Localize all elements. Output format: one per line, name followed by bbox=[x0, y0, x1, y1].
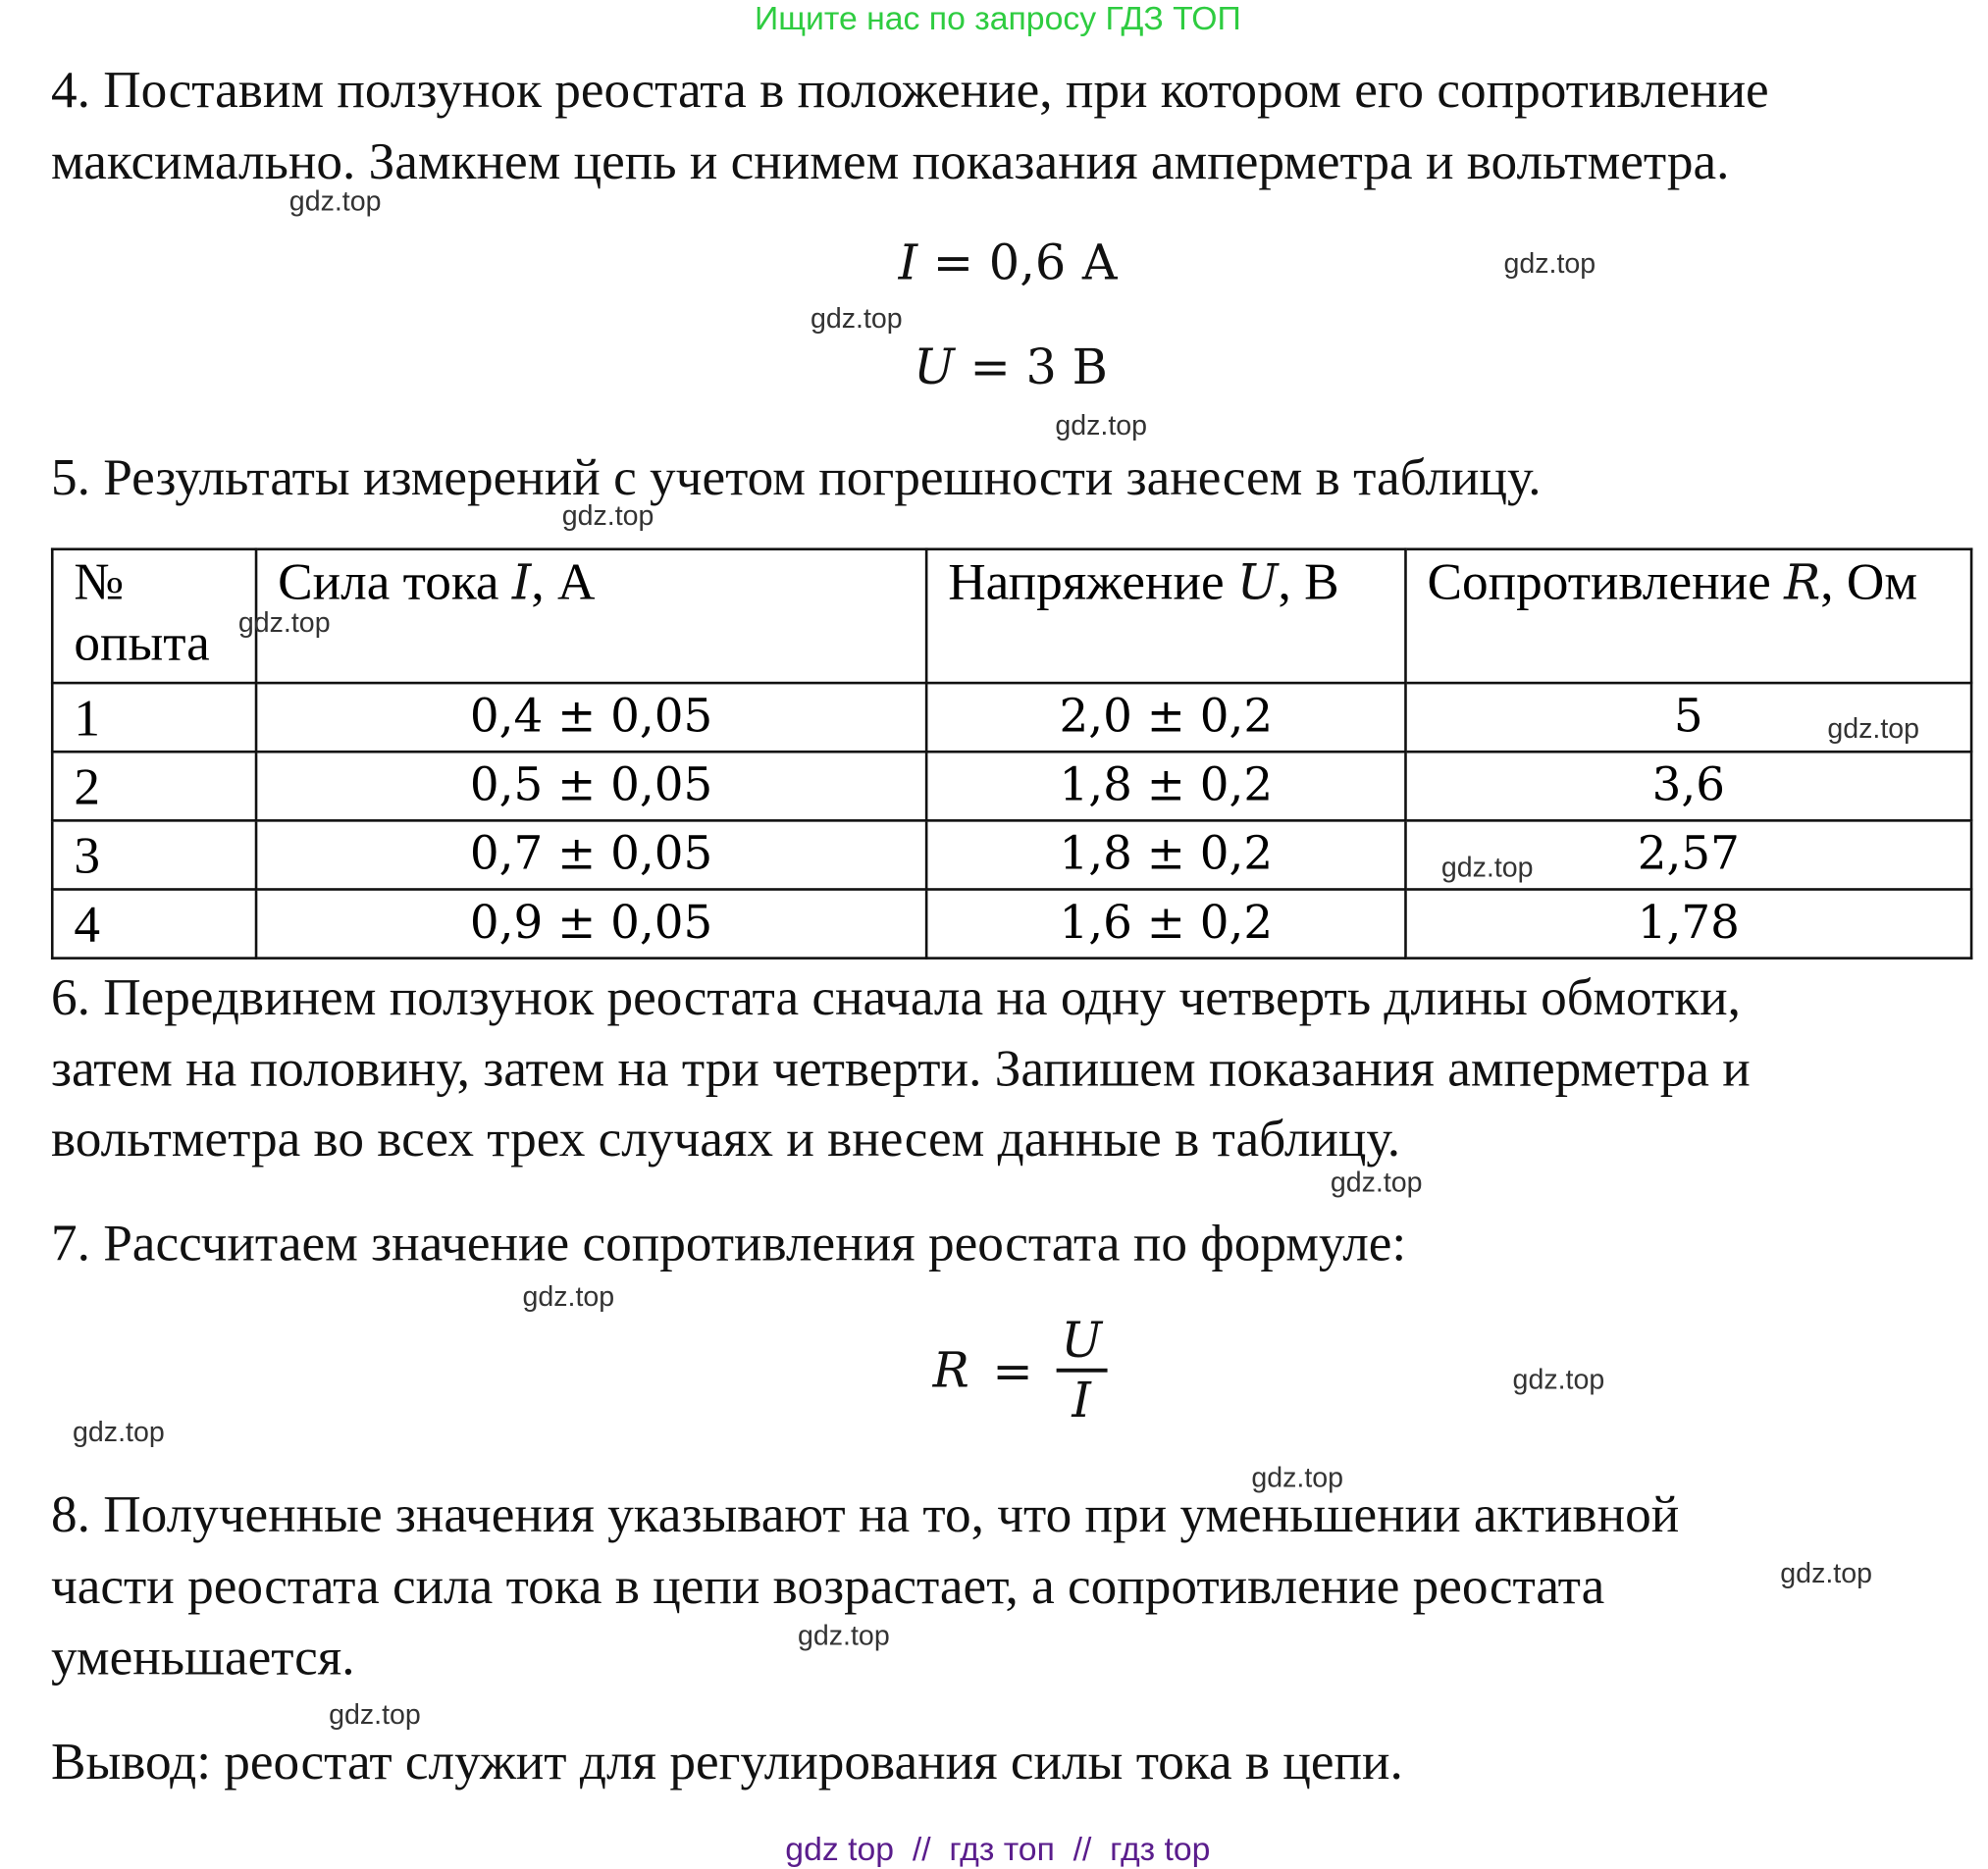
table-row bbox=[52, 752, 1971, 820]
fraction bbox=[1056, 1313, 1107, 1428]
watermark: gdz.top bbox=[522, 1280, 615, 1313]
header-unit: , В bbox=[1278, 551, 1339, 611]
watermark: gdz.top bbox=[1251, 1461, 1344, 1494]
watermark: gdz.top bbox=[73, 1415, 165, 1448]
cell-resistance: 2,57 bbox=[1405, 820, 1971, 889]
search-banner: Ищите нас по запросу ГДЗ ТОП bbox=[754, 0, 1241, 37]
para7: 7. Рассчитаем значение сопротивления реостата по формуле: bbox=[50, 1213, 1407, 1272]
cell-current: 0,5 ± 0,05 bbox=[256, 752, 926, 820]
watermark: gdz.top bbox=[1330, 1166, 1423, 1198]
header-text: Сила тока bbox=[278, 551, 512, 611]
watermark: gdz.top bbox=[1503, 246, 1596, 280]
header-var: I bbox=[511, 553, 532, 611]
value-U: = 3 В bbox=[954, 338, 1108, 395]
para6-line3: вольтметра во всех трех случаях и внесем данные в таблицу. bbox=[50, 1108, 1401, 1168]
header-resistance bbox=[1405, 549, 1971, 683]
watermark: gdz.top bbox=[237, 606, 331, 639]
para6-line2: затем на половину, затем на три четверти. Запишем показания амперметра и bbox=[50, 1038, 1751, 1098]
cell-number: 1 bbox=[52, 683, 256, 752]
cell-voltage: 2,0 ± 0,2 bbox=[926, 683, 1405, 752]
table-row bbox=[52, 683, 1971, 752]
watermark: gdz.top bbox=[1440, 851, 1534, 883]
cell-resistance: 5 bbox=[1405, 683, 1971, 752]
cell-number: 3 bbox=[52, 820, 256, 889]
header-unit: , Ом bbox=[1820, 551, 1918, 611]
formula-current bbox=[899, 234, 1119, 290]
watermark: gdz.top bbox=[1780, 1557, 1873, 1589]
denominator: I bbox=[1072, 1372, 1091, 1428]
results-table bbox=[51, 547, 1972, 959]
watermark: gdz.top bbox=[329, 1698, 421, 1731]
cell-current: 0,4 ± 0,05 bbox=[256, 683, 926, 752]
para8-line2: части реостата сила тока в цепи возрастает, а сопротивление реостата bbox=[50, 1555, 1605, 1615]
watermark: gdz.top bbox=[1512, 1363, 1605, 1396]
watermark: gdz.top bbox=[561, 499, 654, 532]
header-number-line1: № bbox=[74, 551, 125, 611]
formula-resistance bbox=[933, 1313, 1108, 1428]
var-I: I bbox=[898, 234, 918, 291]
formula-voltage bbox=[914, 338, 1108, 394]
watermark: gdz.top bbox=[288, 184, 382, 217]
header-text: Напряжение bbox=[948, 551, 1237, 611]
header-voltage bbox=[926, 549, 1405, 683]
header-var: R bbox=[1784, 553, 1821, 611]
para4-line1: 4. Поставим ползунок реостата в положение, при котором его сопротивление bbox=[50, 60, 1769, 119]
table-row bbox=[52, 889, 1971, 958]
header-var: U bbox=[1236, 553, 1279, 611]
var-U: U bbox=[914, 338, 955, 395]
equals-sign: = bbox=[992, 1342, 1033, 1399]
header-current bbox=[256, 549, 926, 683]
watermark: gdz.top bbox=[1827, 711, 1920, 745]
header-number bbox=[52, 549, 256, 683]
cell-resistance: 3,6 bbox=[1405, 752, 1971, 820]
conclusion: Вывод: реостат служит для регулирования силы тока в цепи. bbox=[50, 1731, 1403, 1791]
para8-line3: уменьшается. bbox=[50, 1627, 355, 1687]
numerator: U bbox=[1061, 1312, 1102, 1369]
header-number-line2: опыта bbox=[74, 612, 210, 672]
cell-voltage: 1,6 ± 0,2 bbox=[926, 889, 1405, 958]
para8-line1: 8. Полученные значения указывают на то, что при уменьшении активной bbox=[50, 1483, 1680, 1543]
para6-line1: 6. Передвинем ползунок реостата сначала на одну четверть длины обмотки, bbox=[50, 966, 1741, 1026]
value-I: = 0,6 А bbox=[917, 234, 1119, 291]
watermark: gdz.top bbox=[810, 301, 903, 335]
watermark: gdz.top bbox=[1055, 408, 1148, 441]
header-text: Сопротивление bbox=[1427, 551, 1785, 611]
header-unit: , А bbox=[531, 551, 596, 611]
cell-voltage: 1,8 ± 0,2 bbox=[926, 752, 1405, 820]
cell-voltage: 1,8 ± 0,2 bbox=[926, 820, 1405, 889]
table-row bbox=[52, 820, 1971, 889]
footer-links: gdz top // гдз топ // гдз top bbox=[785, 1829, 1211, 1868]
cell-number: 4 bbox=[52, 889, 256, 958]
cell-number: 2 bbox=[52, 752, 256, 820]
cell-resistance: 1,78 bbox=[1405, 889, 1971, 958]
var-R: R bbox=[932, 1342, 969, 1399]
cell-current: 0,9 ± 0,05 bbox=[256, 889, 926, 958]
table-header-row bbox=[52, 549, 1971, 683]
para5: 5. Результаты измерений с учетом погрешности занесем в таблицу. bbox=[50, 446, 1542, 506]
watermark: gdz.top bbox=[797, 1619, 890, 1652]
cell-current: 0,7 ± 0,05 bbox=[256, 820, 926, 889]
para4-line2: максимально. Замкнем цепь и снимем показания амперметра и вольтметра. bbox=[50, 130, 1730, 190]
